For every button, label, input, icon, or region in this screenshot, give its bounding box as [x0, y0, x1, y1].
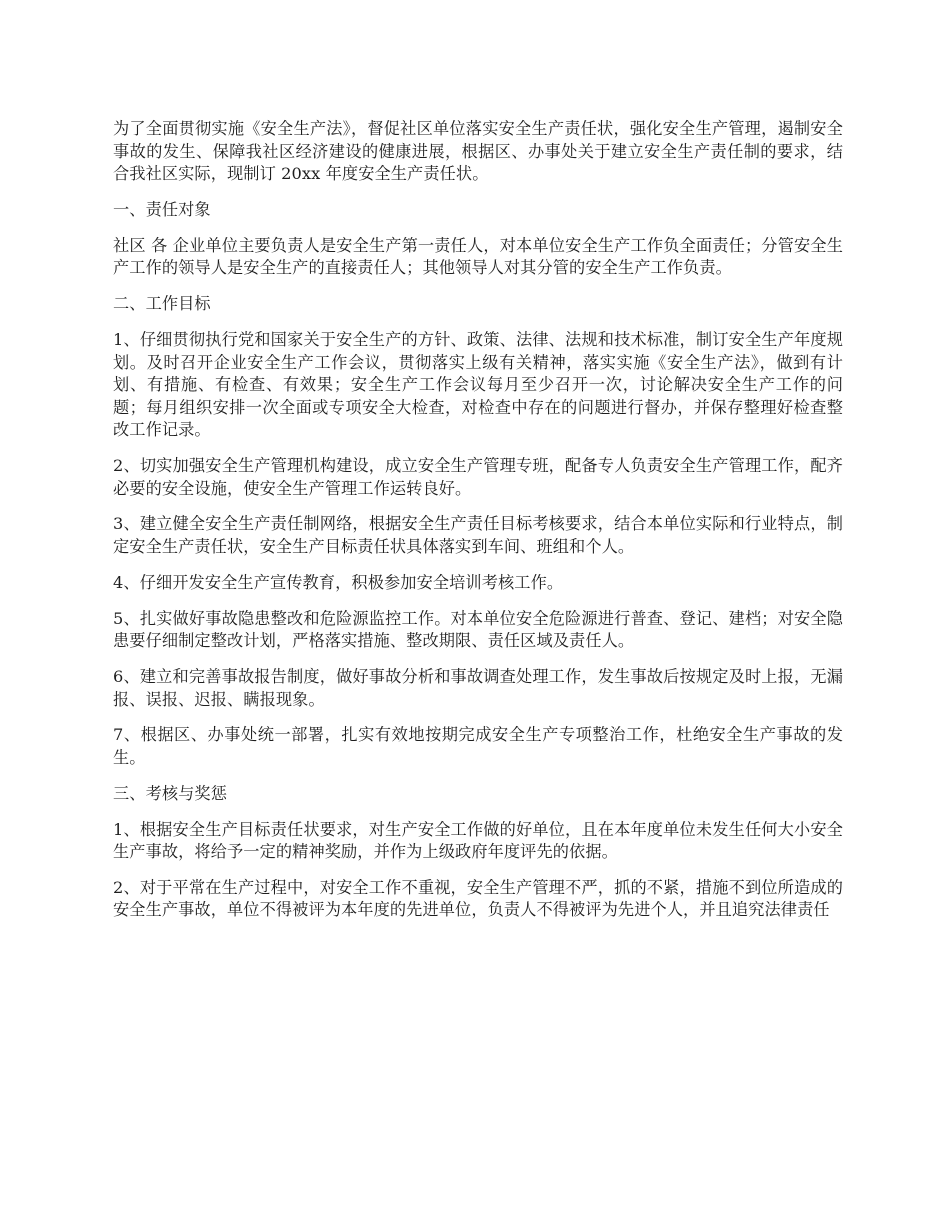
section-heading-assessment-rewards: 三、考核与奖惩 — [113, 783, 228, 803]
work-goal-item-6: 6、建立和完善事故报告制度，做好事故分析和事故调查处理工作，发生事故后按规定及时上报，无漏报、误报、迟报、瞒报现象。 — [113, 666, 843, 709]
work-goal-item-4: 4、仔细开发安全生产宣传教育，积极参加安全培训考核工作。 — [113, 572, 564, 592]
work-goal-item-5: 5、扎实做好事故隐患整改和危险源监控工作。对本单位安全危险源进行普查、登记、建档；对安全隐患要仔细制定整改计划，严格落实措施、整改期限、责任区域及责任人。 — [113, 608, 843, 651]
work-goal-item-2: 2、切实加强安全生产管理机构建设，成立安全生产管理专班，配备专人负责安全生产管理工作，配齐必要的安全设施，使安全生产管理工作运转良好。 — [113, 456, 843, 498]
assessment-item-2: 2、对于平常在生产过程中，对安全工作不重视，安全生产管理不严，抓的不紧，措施不到位所造成的安全生产事故，单位不得被评为本年度的先进单位，负责人不得被评为先进个人，并且追究法律责任 — [113, 877, 843, 920]
section-heading-responsibility-targets: 一、责任对象 — [113, 199, 211, 219]
intro-paragraph: 为了全面贯彻实施《安全生产法》，督促社区单位落实安全生产责任状，强化安全生产管理，遏制安全事故的发生、保障我社区经济建设的健康进展，根据区、办事处关于建立安全生产责任制的要求，结合我社区实际，现制订 20xx 年度安全生产责任状。 — [113, 119, 843, 184]
section-heading-work-goals: 二、工作目标 — [113, 294, 211, 314]
work-goal-item-1: 1、仔细贯彻执行党和国家关于安全生产的方针、政策、法律、法规和技术标准，制订安全生产年度规划。及时召开企业安全生产工作会议，贯彻落实上级有关精神，落实实施《安全生产法》，做到有计划、有措施、有检查、有效果；安全生产工作会议每月至少召开一次，讨论解决安全生产工作的问题；每月组织安排一次全面或专项安全大检查，对检查中存在的问题进行督办，并保存整理好检查整改工作记录。 — [113, 329, 843, 440]
work-goal-item-7: 7、根据区、办事处统一部署，扎实有效地按期完成安全生产专项整治工作，杜绝安全生产事故的发生。 — [113, 725, 843, 767]
work-goal-item-3: 3、建立健全安全生产责任制网络，根据安全生产责任目标考核要求，结合本单位实际和行业特点，制定安全生产责任状，安全生产目标责任状具体落实到车间、班组和个人。 — [113, 514, 843, 557]
assessment-item-1: 1、根据安全生产目标责任状要求，对生产安全工作做的好单位，且在本年度单位未发生任何大小安全生产事故，将给予一定的精神奖励，并作为上级政府年度评先的依据。 — [113, 819, 843, 862]
document-body — [113, 118, 843, 935]
responsibility-targets-paragraph: 社区 各 企业单位主要负责人是安全生产第一责任人，对本单位安全生产工作负全面责任；分管安全生产工作的领导人是安全生产的直接责任人；其他领导人对其分管的安全生产工作负责。 — [113, 235, 843, 278]
